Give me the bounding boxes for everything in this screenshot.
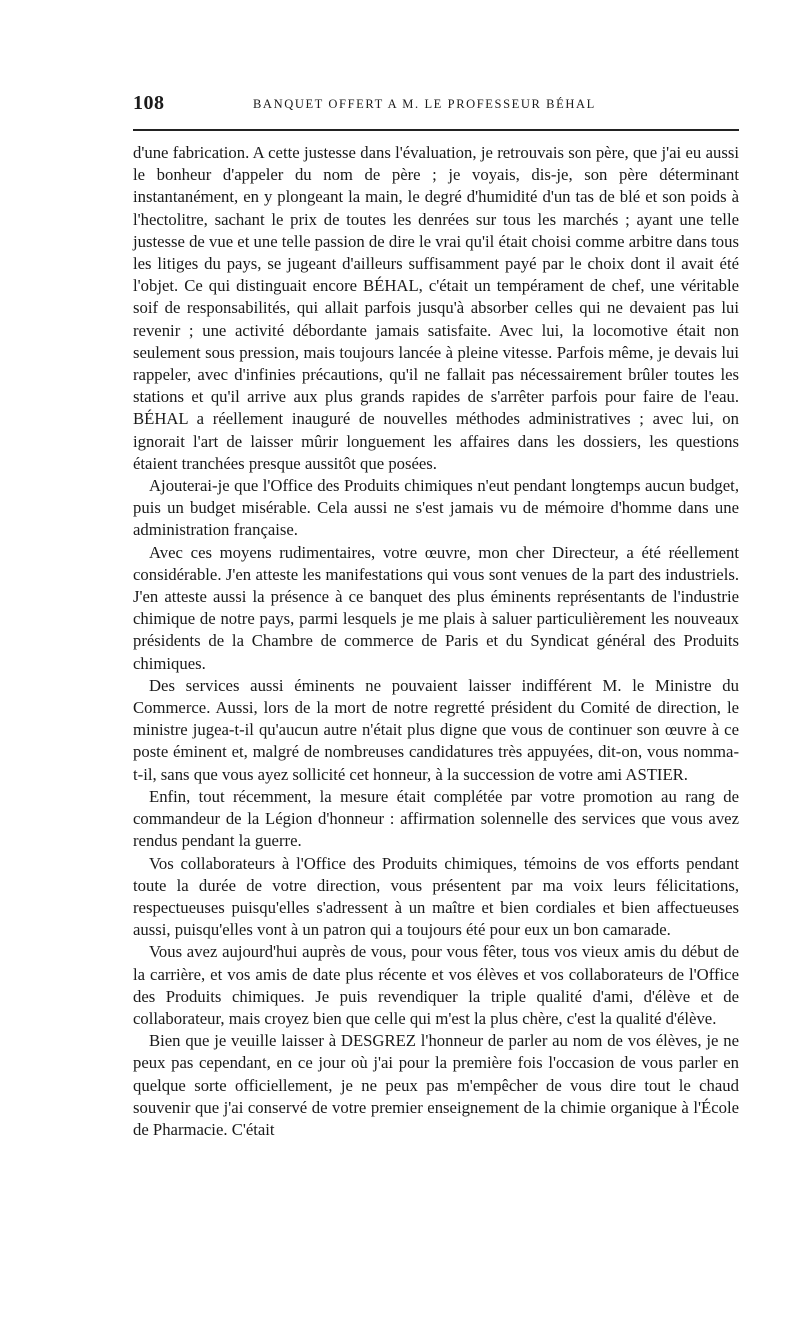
page-number: 108 [133,92,165,114]
header-rule [133,129,739,131]
paragraph-5: Enfin, tout récemment, la mesure était complétée par votre promotion au rang de commandeur de la Légion d'honneur : affirmation solennelle des services que vous avez rendus pendant la guerre. [133,786,739,851]
body-text [133,142,739,1141]
running-head: BANQUET OFFERT A M. LE PROFESSEUR BÉHAL [253,97,596,111]
paragraph-7: Vous avez aujourd'hui auprès de vous, pour vous fêter, tous vos vieux amis du début de la carrière, et vos amis de date plus récente et vos élèves et vos collaborateurs de l'Office des Produits chimiques. Je puis revendiquer la triple qualité d'ami, d'élève et de collaborateur, mais croyez bien que celle qui m'est la plus chère, c'est la qualité d'élève. [133,942,739,1028]
paragraph-3: Avec ces moyens rudimentaires, votre œuvre, mon cher Directeur, a été réellement considérable. J'en atteste les manifestations qui vous sont venues de la part des industriels. J'en atteste aussi la présence à ce banquet des plus éminents représentants de l'industrie chimique de notre pays, parmi lesquels je me plais à saluer particulièrement les nouveaux présidents de la Chambre de commerce de Paris et du Syndicat général des Produits chimiques. [133,542,739,673]
paragraph-8: Bien que je veuille laisser à DESGREZ l'honneur de parler au nom de vos élèves, je ne peux pas cependant, en ce jour où j'ai pour la première fois l'occasion de vous parler en quelque sorte officiellement, je ne peux pas m'empêcher de vous dire tout le chaud souvenir que j'ai conservé de votre premier enseignement de la chimie organique à l'École de Pharmacie. C'était [133,1031,739,1139]
paragraph-2: Ajouterai-je que l'Office des Produits chimiques n'eut pendant longtemps aucun budget, puis un budget misérable. Cela aussi ne s'est jamais vu de mémoire d'homme dans une administration française. [133,476,739,540]
paragraph-4: Des services aussi éminents ne pouvaient laisser indifférent M. le Ministre du Commerce. Aussi, lors de la mort de notre regretté président du Comité de direction, le ministre jugea-t-il qu'aucun autre n'était plus digne que vous de continuer son œuvre à ce poste éminent et, malgré de nombreuses candidatures très appuyées, dit-on, vous nomma-t-il, sans que vous ayez sollicité cet honneur, à la succession de votre ami ASTIER. [133,675,739,784]
paragraph-6: Vos collaborateurs à l'Office des Produits chimiques, témoins de vos efforts pendant toute la durée de votre direction, vous présentent par ma voix leurs félicitations, respectueuses puisqu'elles s'adressent à un maître et bien cordiales et bien affectueuses aussi, puisqu'elles vont à un patron qui a toujours été pour eux un bon camarade. [133,853,739,940]
page-header [133,92,743,122]
paragraph-1: d'une fabrication. A cette justesse dans l'évaluation, je retrouvais son père, que j'ai eu aussi le bonheur d'appeler du nom de père ; je voyais, dis-je, son père déterminant instantanément, en y plongeant la main, le degré d'humidité d'un tas de blé et son poids à l'hectolitre, sachant le prix de toutes les denrées sur tous les marchés ; ayant une telle justesse de vue et une telle passion de dire le vrai qu'il était choisi comme arbitre dans tous les litiges du pays, se jugeant d'ailleurs suffisamment payé par le choix dont il avait été l'objet. Ce qui distinguait encore BÉHAL, c'était un tempérament de chef, une véritable soif de responsabilités, qui allait parfois jusqu'à absorber celles qui ne devaient pas lui revenir ; une activité débordante jamais satisfaite. Avec lui, la locomotive était non seulement sous pression, mais toujours lancée à pleine vitesse. Parfois même, je devais lui rappeler, avec d'infinies précautions, qu'il ne fallait pas nécessairement brûler toutes les stations et qu'il arrive aux plus grands rapides de s'arrêter parfois pour faire de l'eau. BÉHAL a réellement inauguré de nouvelles méthodes administratives ; avec lui, on ignorait l'art de laisser mûrir longuement les affaires dans les dossiers, les questions étaient tranchées presque aussitôt que posées. [133,143,739,473]
